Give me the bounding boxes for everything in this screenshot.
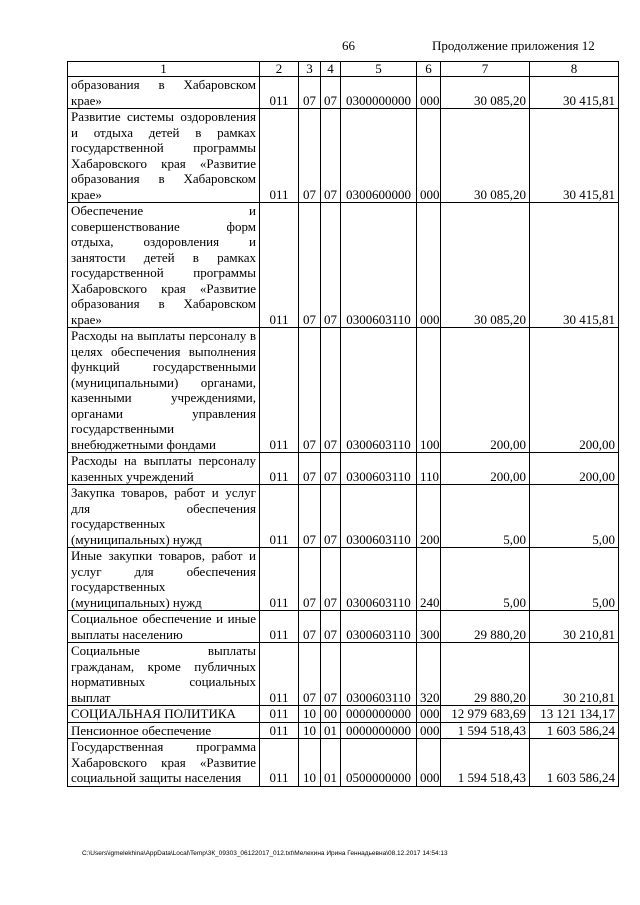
admin-code: 011 [260, 643, 299, 706]
amount-2019: 1 603 586,24 [530, 722, 619, 739]
column-header: 6 [417, 62, 441, 77]
subsection-code: 07 [321, 453, 341, 485]
amount-2018: 30 085,20 [441, 77, 530, 109]
page-number: 66 [342, 38, 355, 53]
subsection-code: 01 [321, 722, 341, 739]
target-code: 0300000000 [341, 77, 417, 109]
table-row [68, 548, 619, 611]
file-path-footer: C:\Users\igmelekhina\AppData\Local\Temp\3К_09303_06122017_012.txt\Мелехина Ирина Геннадьевна\08.12.2017 14:54:13 [82, 850, 448, 857]
admin-code: 011 [260, 548, 299, 611]
table-row [68, 722, 619, 739]
subsection-code: 07 [321, 643, 341, 706]
column-header: 4 [321, 62, 341, 77]
amount-2018: 30 085,20 [441, 109, 530, 203]
section-code: 07 [299, 109, 321, 203]
amount-2019: 200,00 [530, 453, 619, 485]
section-code: 07 [299, 203, 321, 328]
section-code: 10 [299, 722, 321, 739]
amount-2018: 29 880,20 [441, 643, 530, 706]
column-header: 5 [341, 62, 417, 77]
subsection-code: 00 [321, 706, 341, 723]
subsection-code: 07 [321, 485, 341, 548]
subsection-code: 07 [321, 611, 341, 643]
column-header: 3 [299, 62, 321, 77]
admin-code: 011 [260, 109, 299, 203]
expense-type-code: 000 [417, 706, 441, 723]
table-row [68, 109, 619, 203]
admin-code: 011 [260, 611, 299, 643]
amount-2019: 200,00 [530, 328, 619, 453]
column-header: 8 [530, 62, 619, 77]
section-code: 07 [299, 548, 321, 611]
amount-2018: 5,00 [441, 485, 530, 548]
table-header-row [68, 62, 619, 77]
admin-code: 011 [260, 328, 299, 453]
amount-2019: 13 121 134,17 [530, 706, 619, 723]
table-row [68, 643, 619, 706]
amount-2018: 30 085,20 [441, 203, 530, 328]
target-code: 0500000000 [341, 739, 417, 787]
amount-2018: 1 594 518,43 [441, 739, 530, 787]
section-code: 07 [299, 643, 321, 706]
admin-code: 011 [260, 739, 299, 787]
row-name: Социальные выплаты гражданам, кроме публичных нормативных социальных выплат [68, 643, 260, 706]
target-code: 0300603110 [341, 453, 417, 485]
amount-2019: 30 415,81 [530, 203, 619, 328]
row-name: Развитие системы оздоровления и отдыха детей в рамках государственной программы Хабаровского края «Развитие образования в Хабаровском крае» [68, 109, 260, 203]
table-row [68, 739, 619, 787]
section-code: 07 [299, 328, 321, 453]
expense-type-code: 000 [417, 739, 441, 787]
expense-type-code: 300 [417, 611, 441, 643]
expense-type-code: 320 [417, 643, 441, 706]
admin-code: 011 [260, 77, 299, 109]
expense-type-code: 200 [417, 485, 441, 548]
table-row [68, 77, 619, 109]
subsection-code: 07 [321, 77, 341, 109]
row-name: Иные закупки товаров, работ и услуг для обеспечения государственных (муниципальных) нужд [68, 548, 260, 611]
row-name: Закупка товаров, работ и услуг для обеспечения государственных (муниципальных) нужд [68, 485, 260, 548]
row-name: Пенсионное обеспечение [68, 722, 260, 739]
expense-type-code: 240 [417, 548, 441, 611]
amount-2019: 30 415,81 [530, 77, 619, 109]
target-code: 0000000000 [341, 722, 417, 739]
expense-type-code: 000 [417, 203, 441, 328]
amount-2019: 5,00 [530, 548, 619, 611]
row-name: Государственная программа Хабаровского края «Развитие социальной защиты населения [68, 739, 260, 787]
subsection-code: 07 [321, 328, 341, 453]
admin-code: 011 [260, 722, 299, 739]
table-row [68, 611, 619, 643]
amount-2018: 200,00 [441, 453, 530, 485]
section-code: 07 [299, 485, 321, 548]
admin-code: 011 [260, 485, 299, 548]
budget-table [67, 61, 619, 787]
admin-code: 011 [260, 453, 299, 485]
expense-type-code: 000 [417, 109, 441, 203]
amount-2018: 200,00 [441, 328, 530, 453]
subsection-code: 07 [321, 109, 341, 203]
section-code: 07 [299, 611, 321, 643]
row-name: Расходы на выплаты персоналу казенных учреждений [68, 453, 260, 485]
expense-type-code: 100 [417, 328, 441, 453]
row-name: Обеспечение и совершенствование форм отдыха, оздоровления и занятости детей в рамках государственной программы Хабаровского края «Развитие образования в Хабаровском крае» [68, 203, 260, 328]
table-row [68, 328, 619, 453]
column-header: 1 [68, 62, 260, 77]
amount-2018: 5,00 [441, 548, 530, 611]
expense-type-code: 000 [417, 722, 441, 739]
amount-2019: 30 415,81 [530, 109, 619, 203]
target-code: 0300603110 [341, 203, 417, 328]
section-code: 10 [299, 706, 321, 723]
subsection-code: 07 [321, 203, 341, 328]
amount-2019: 30 210,81 [530, 611, 619, 643]
admin-code: 011 [260, 706, 299, 723]
amount-2019: 1 603 586,24 [530, 739, 619, 787]
row-name: Расходы на выплаты персоналу в целях обеспечения выполнения функций государственными (муниципальными) органами, казенными учреждениями, органами управления государственными внебюджетными фондами [68, 328, 260, 453]
expense-type-code: 000 [417, 77, 441, 109]
row-name: Социальное обеспечение и иные выплаты населению [68, 611, 260, 643]
amount-2019: 5,00 [530, 485, 619, 548]
amount-2018: 12 979 683,69 [441, 706, 530, 723]
row-name: образования в Хабаровском крае» [68, 77, 260, 109]
expense-type-code: 110 [417, 453, 441, 485]
table-row [68, 706, 619, 723]
target-code: 0300603110 [341, 328, 417, 453]
table-row [68, 453, 619, 485]
subsection-code: 07 [321, 548, 341, 611]
target-code: 0300600000 [341, 109, 417, 203]
column-header: 2 [260, 62, 299, 77]
target-code: 0300603110 [341, 611, 417, 643]
amount-2018: 1 594 518,43 [441, 722, 530, 739]
amount-2018: 29 880,20 [441, 611, 530, 643]
section-code: 07 [299, 453, 321, 485]
target-code: 0300603110 [341, 643, 417, 706]
continuation-label: Продолжение приложения 12 [432, 38, 595, 53]
table-row [68, 203, 619, 328]
table-row [68, 485, 619, 548]
target-code: 0300603110 [341, 485, 417, 548]
column-header: 7 [441, 62, 530, 77]
row-name: СОЦИАЛЬНАЯ ПОЛИТИКА [68, 706, 260, 723]
admin-code: 011 [260, 203, 299, 328]
amount-2019: 30 210,81 [530, 643, 619, 706]
target-code: 0000000000 [341, 706, 417, 723]
section-code: 07 [299, 77, 321, 109]
section-code: 10 [299, 739, 321, 787]
subsection-code: 01 [321, 739, 341, 787]
target-code: 0300603110 [341, 548, 417, 611]
